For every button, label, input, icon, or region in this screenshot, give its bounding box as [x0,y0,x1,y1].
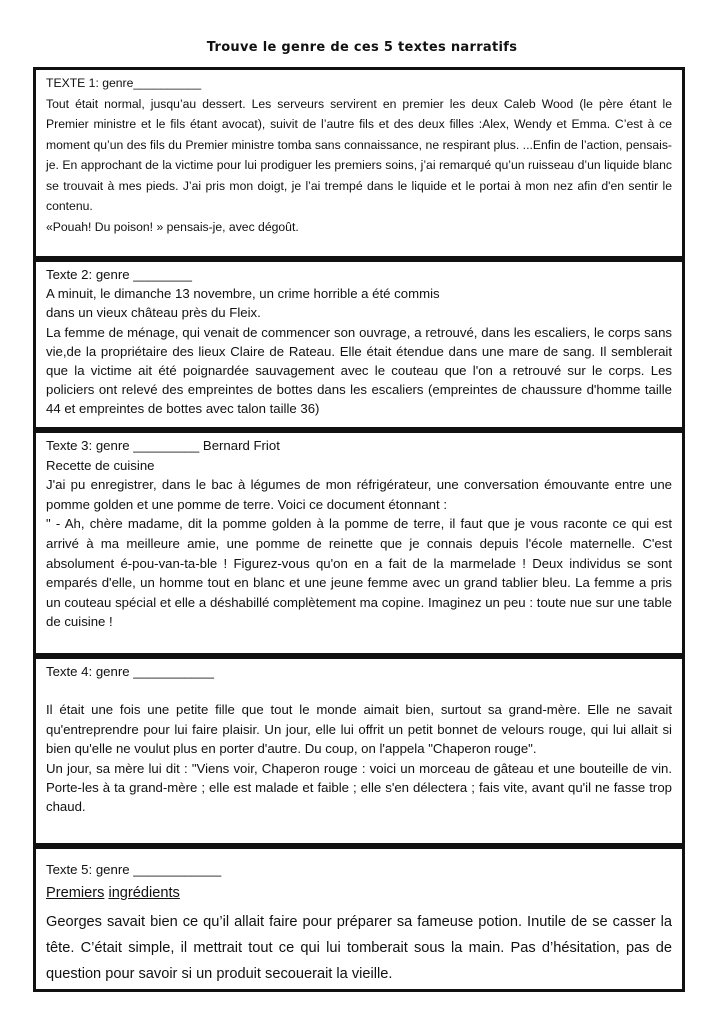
text-box-3 [33,430,685,656]
text-2-paragraph: La femme de ménage, qui venait de commencer son ouvrage, a retrouvé, dans les escaliers, le corps sans vie,de la propriétaire des lieux Claire de Rateau. Elle était étendue dans une mare de sang. Il semblerait que la victime ait été poignardée sauvagement avec le couteau que l'on a retrouvé sur le corps. Les policiers ont relevé des empreintes de bottes dans les escaliers (empreintes de chaussure d'homme taille 44 et empreintes de bottes avec talon taille 36) [46,324,672,417]
text-2-line-1: A minuit, le dimanche 13 novembre, un crime horrible a été commis [46,286,440,302]
text-box-2 [33,259,685,430]
spacer [46,681,672,700]
text-1-paragraph: Tout était normal, jusqu’au dessert. Les serveurs servirent en premier les deux Caleb Wood (le père étant le Premier ministre et le fils étant avocat), suivit de l’autre fils et des deux filles :Alex, Wendy et Emma. C’est à ce moment qu’un des fils du Premier ministre tomba sans connaissance, ne respirant plus. ...Enfin de l’action, pensais-je. En approchant de la victime pour lui prodiguer les premiers soins, j’ai remarqué qu’un ruisseau d’un liquide blanc se trouvait à mes pieds. J’ai pris mon doigt, je l’ai trempé dans le liquide et le portai à mon nez afin d'en sentir le contenu. [46,96,672,213]
text-1-heading: TEXTE 1: genre__________ [46,76,202,90]
text-3-subtitle: Recette de cuisine [46,457,155,473]
text-3-paragraph-1: J'ai pu enregistrer, dans le bac à légumes de mon réfrigérateur, une conversation émouvante entre une pomme golden et une pomme de terre. Voici ce document étonnant : [46,477,672,512]
text-3-paragraph-2: " - Ah, chère madame, dit la pomme golden à la pomme de terre, il faut que je vous raconte ce qui est arrivé à ma meilleure amie, une pomme de reinette que je connais depuis l'école maternelle. C'est absolument é-pou-van-ta-ble ! Figurez-vous qu'on en a fait de la marmelade ! Deux individus se sont emparés d'elle, un homme tout en blanc et une jeune femme avec un grand tablier bleu. La femme a pris un couteau spécial et elle a déshabillé complètement ma copine. Imaginez un peu : toute nue sur une table de cuisine ! [46,516,672,630]
text-5-subtitle-word-1: Premiers [46,885,105,901]
text-5-heading: Texte 5: genre ____________ [46,862,222,877]
text-4-paragraph-2: Un jour, sa mère lui dit : "Viens voir, Chaperon rouge : voici un morceau de gâteau et une bouteille de vin. Porte-les à ta grand-mère ; elle est malade et faible ; elle s'en délectera ; fais vite, avant qu'il ne fasse trop chaud. [46,760,672,815]
text-4-paragraph-1: Il était une fois une petite fille que tout le monde aimait bien, surtout sa grand-mère. Elle ne savait qu'entreprendre pour lui faire plaisir. Un jour, elle lui offrit un petit bonnet de velours rouge, qui lui allait si bien qu'elle ne voulut plus en porter d'autre. Du coup, on l'appela "Chaperon rouge". [46,702,672,757]
text-box-5 [33,846,685,992]
text-5-paragraph: Georges savait bien ce qu’il allait faire pour préparer sa fameuse potion. Inutile de se casser la tête. C’était simple, il mettrait tout ce qui lui tomberait sous la main. Pas d’hésitation, pas de question pour savoir si un produit secouerait la vieille. [46,914,672,982]
text-2-heading: Texte 2: genre ________ [46,267,192,282]
page-title: Trouve le genre de ces 5 textes narratifs [206,40,518,55]
text-4-heading: Texte 4: genre ___________ [46,664,214,679]
text-5-subtitle [46,881,672,905]
text-5-subtitle-word-2: ingrédients [108,885,180,901]
text-1-exclamation: «Pouah! Du poison! » pensais-je, avec dégoût. [46,219,299,234]
text-box-1 [33,67,685,259]
text-box-4 [33,656,685,846]
text-2-line-2: dans un vieux château près du Fleix. [46,305,261,321]
text-3-heading: Texte 3: genre _________ Bernard Friot [46,438,280,453]
